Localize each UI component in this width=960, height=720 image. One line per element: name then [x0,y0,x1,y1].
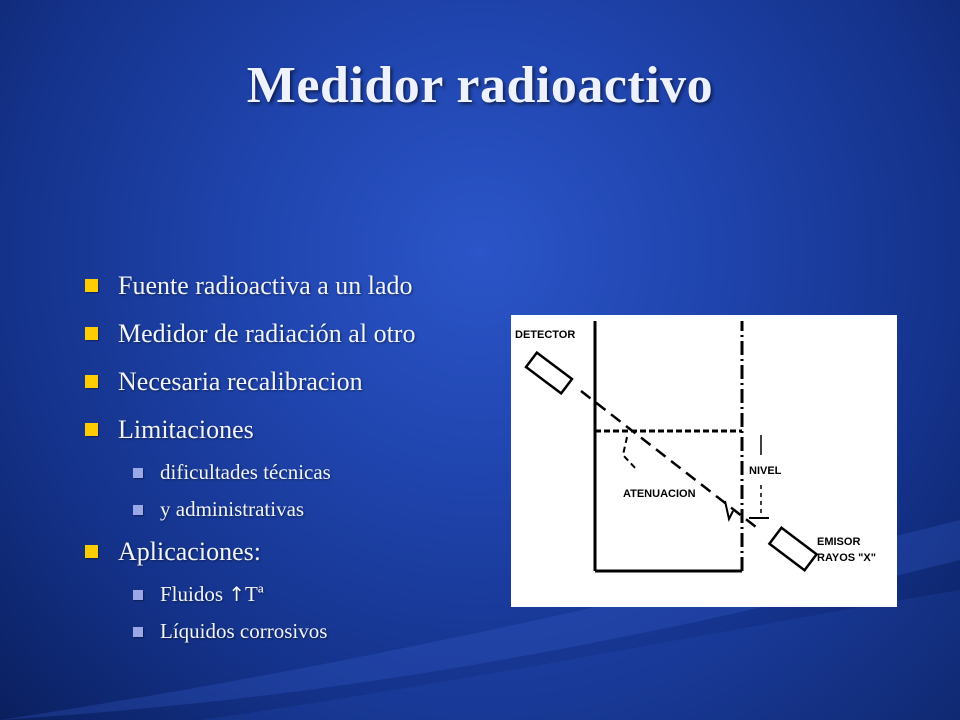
label-emisor: EMISOR [817,536,861,548]
bullet-list [80,262,500,650]
scatter-ray [725,501,733,519]
bullet-item [80,406,500,454]
sub-bullet-square-icon [133,627,143,637]
sub-bullet-square-icon [133,468,143,478]
sub-bullet-item [80,454,500,491]
temperature-abbrev: Tª [245,582,264,606]
sub-bullet-square-icon [133,505,143,515]
bullet-square-icon [85,545,98,558]
label-nivel: NIVEL [749,465,782,477]
bullet-text: Medidor de radiación al otro [118,319,416,348]
sub-bullet-text: Líquidos corrosivos [160,619,328,643]
bullet-square-icon [85,279,98,292]
sub-bullet-text: y administrativas [160,497,305,521]
bullet-text: Necesaria recalibracion [118,367,363,396]
bullet-item [80,528,500,576]
sub-bullet-item [80,491,500,528]
level-gauge-diagram [511,315,897,607]
sub-bullet-square-icon [133,590,143,600]
bullet-text: Aplicaciones: [118,537,261,566]
detector-box [526,353,572,394]
bullet-square-icon [85,423,98,436]
slide-title: Medidor radioactivo [246,57,714,114]
bullet-square-icon [85,375,98,388]
bullet-item [80,358,500,406]
label-atenuacion: ATENUACION [623,488,696,500]
bullet-item [80,310,500,358]
radiation-beam [581,391,756,527]
sub-bullet-text: Fluidos [160,582,229,606]
label-detector: DETECTOR [515,329,576,341]
sub-bullet-item [80,576,500,613]
bullet-text: Fuente radioactiva a un lado [118,271,413,300]
label-rayos: RAYOS "X" [817,552,876,564]
scatter-ray [623,437,637,470]
emitter-box [769,528,816,570]
sub-bullet-text: dificultades técnicas [160,460,331,484]
sub-bullet-item [80,613,500,650]
bullet-text: Limitaciones [118,415,254,444]
bullet-square-icon [85,327,98,340]
diagram-svg [511,315,897,607]
bullet-item [80,262,500,310]
arrow-up-icon: ↑ [228,582,246,606]
